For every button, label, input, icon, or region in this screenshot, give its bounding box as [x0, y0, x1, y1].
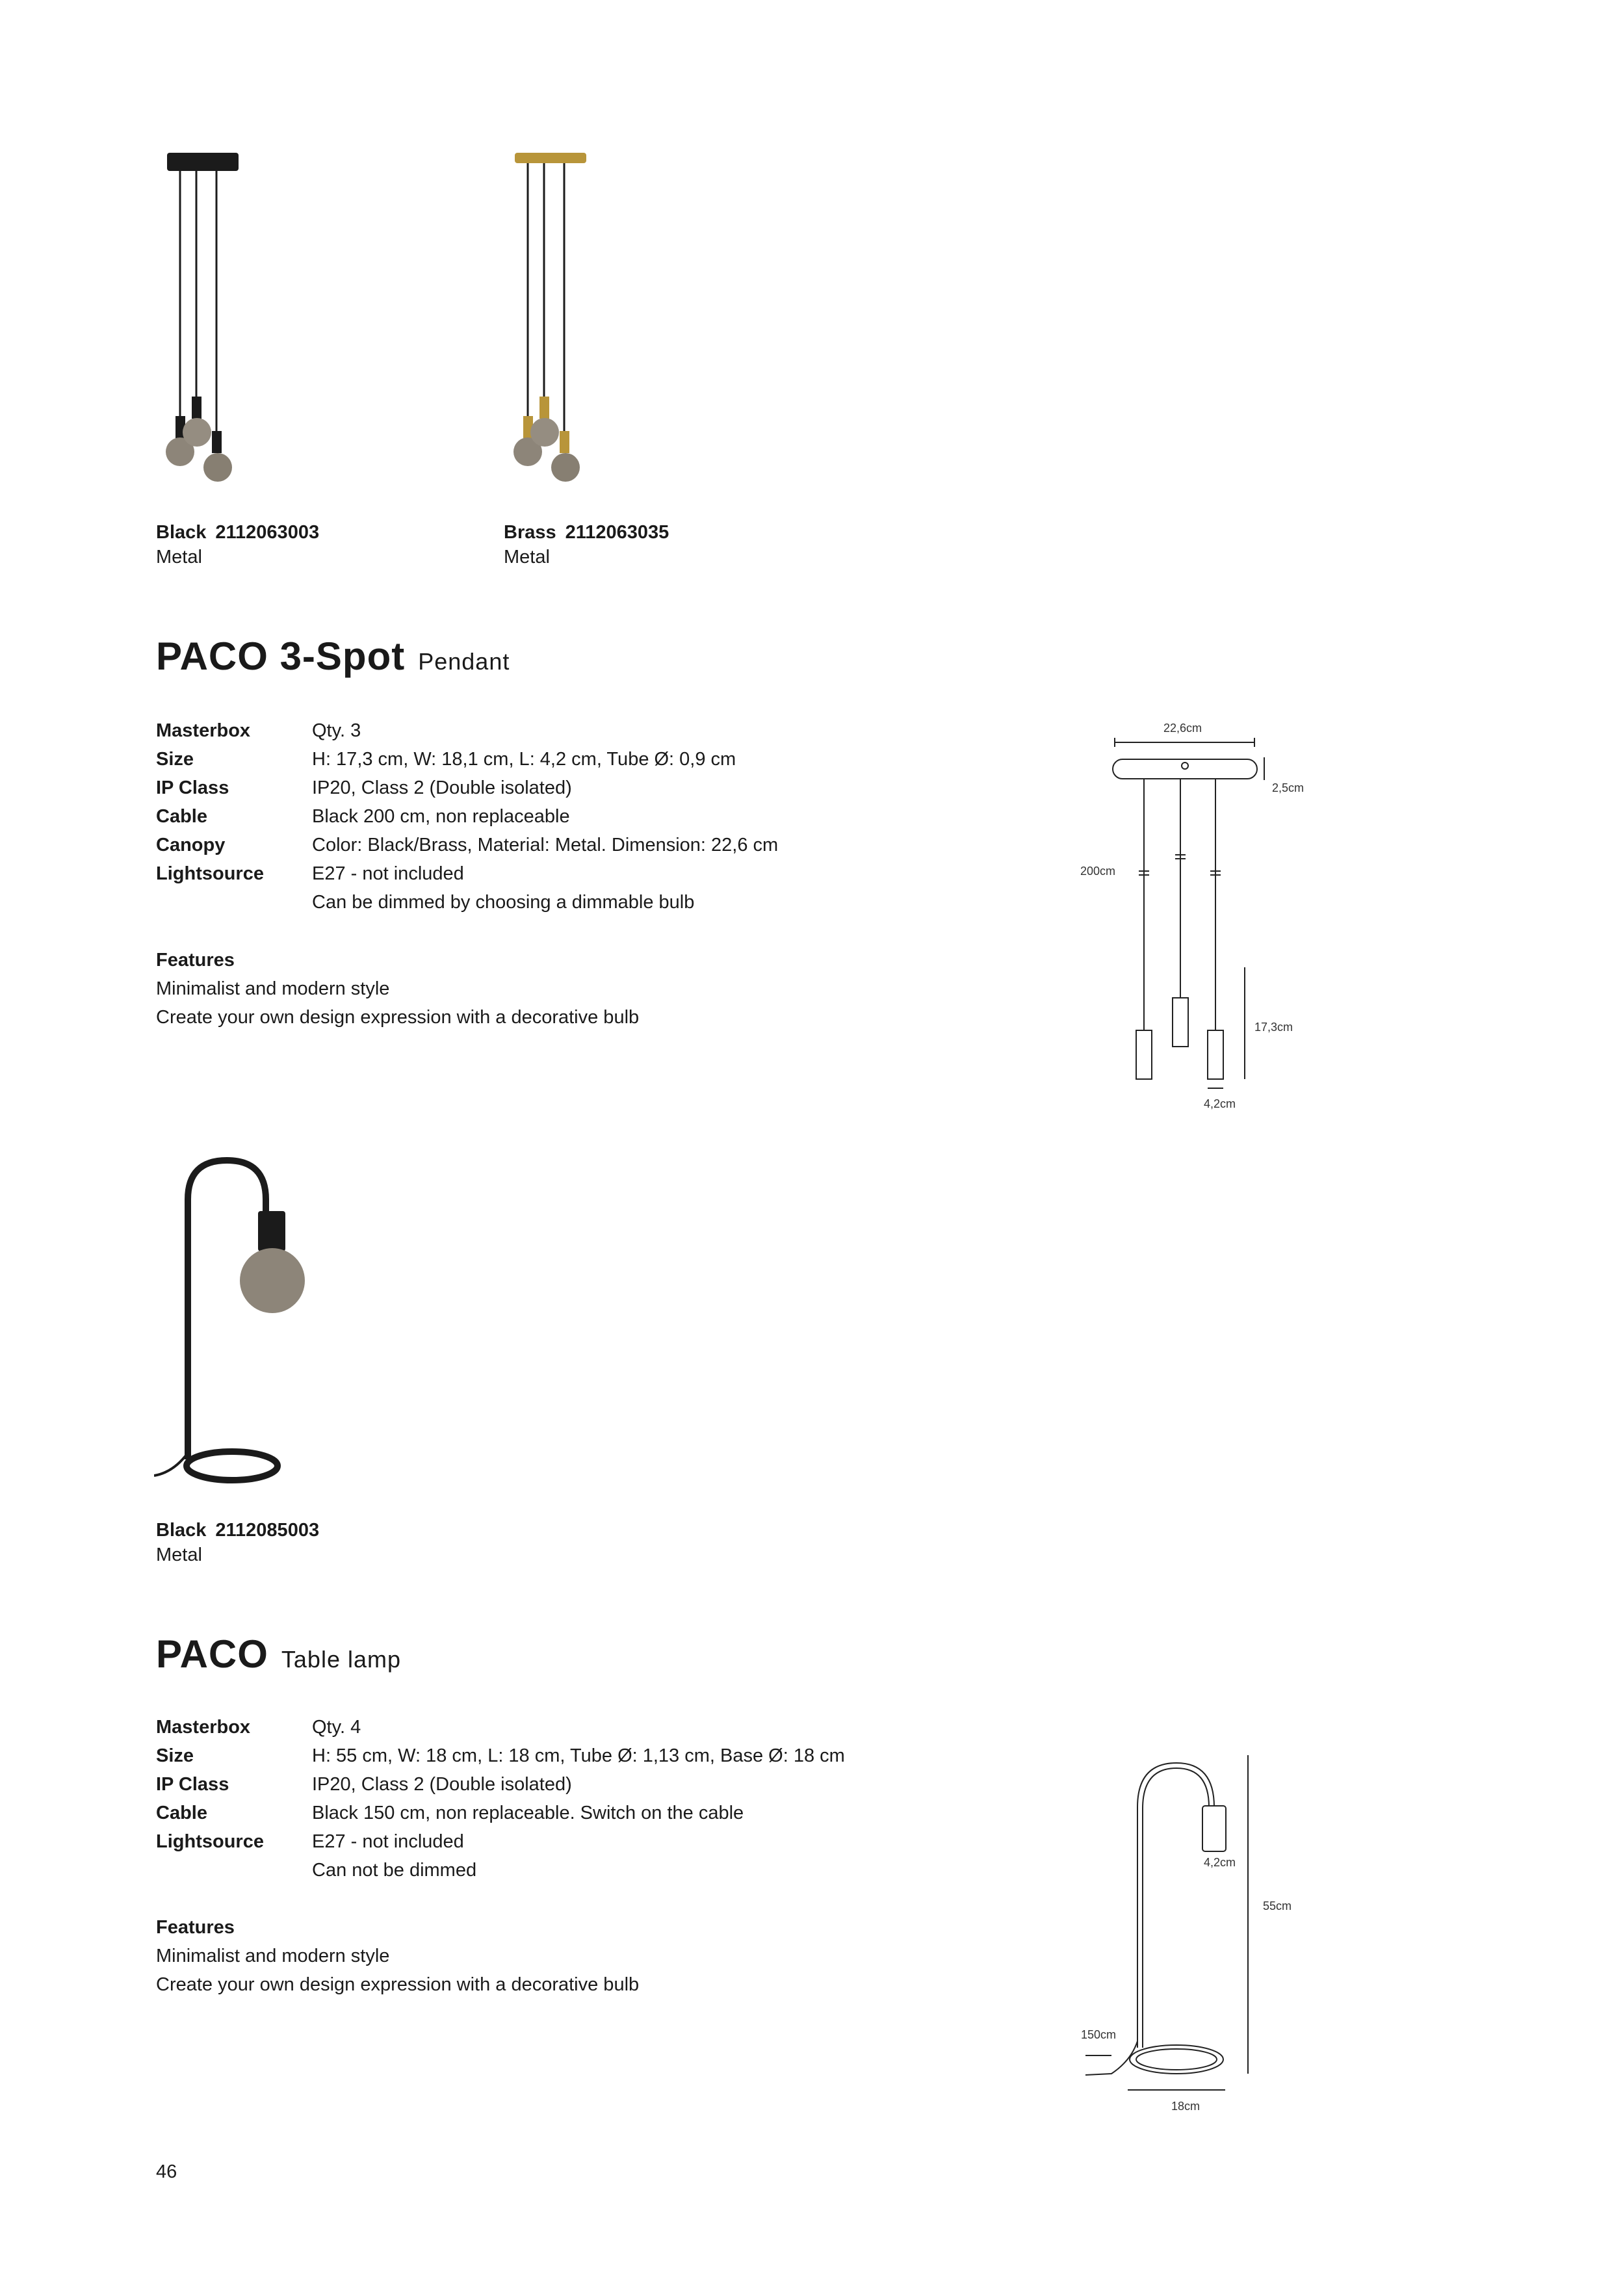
spec-row [156, 1856, 845, 1885]
table-lamp-dimension-drawing [1072, 1736, 1287, 2100]
table-features [156, 1913, 639, 1999]
spec-row [156, 831, 778, 859]
dim-cable-length: 150cm [1081, 2028, 1117, 2041]
spec-label: Masterbox [156, 720, 251, 741]
pendant-variant-brass [504, 520, 669, 569]
features-heading: Features [156, 950, 235, 971]
spec-row [156, 745, 778, 774]
spec-label: Lightsource [156, 863, 264, 884]
spec-value: E27 - not included [312, 1831, 464, 1852]
variant-code: 2112063035 [565, 522, 669, 543]
pendant-title [156, 634, 510, 679]
pendant-brass-photo [502, 146, 612, 497]
spec-label [156, 888, 312, 917]
spec-label: Masterbox [156, 1717, 251, 1738]
dim-width: 22,6cm [1163, 722, 1202, 735]
pendant-dimension-drawing [1066, 715, 1300, 1118]
variant-color: Brass [504, 522, 556, 543]
product-name: PACO 3-Spot [156, 634, 406, 678]
spec-value: Qty. 4 [312, 1717, 361, 1738]
pendant-black-photo [154, 146, 265, 497]
spec-label: Cable [156, 806, 207, 827]
feature-item: Minimalist and modern style [156, 1946, 390, 1966]
spec-row [156, 859, 778, 888]
spec-value: Color: Black/Brass, Material: Metal. Dimension: 22,6 cm [312, 835, 779, 855]
spec-label: Size [156, 1745, 194, 1766]
spec-value: Can be dimmed by choosing a dimmable bulb [312, 892, 695, 913]
variant-color: Black [156, 1520, 207, 1541]
variant-material: Metal [156, 1545, 202, 1565]
dim-lamp-height: 55cm [1263, 1899, 1292, 1912]
pendant-features [156, 946, 639, 1032]
dim-shade-diameter: 4,2cm [1204, 1097, 1236, 1110]
spec-value: Black 200 cm, non replaceable [312, 806, 570, 827]
spec-row [156, 1827, 845, 1856]
variant-code: 2112063003 [215, 522, 320, 543]
spec-row [156, 888, 778, 917]
spec-label [156, 1856, 312, 1885]
feature-item: Create your own design expression with a decorative bulb [156, 1974, 640, 1995]
table-title [156, 1632, 401, 1676]
dim-base-diameter: 18cm [1171, 2100, 1201, 2113]
spec-value: E27 - not included [312, 863, 464, 884]
product-type: Pendant [418, 648, 510, 675]
variant-code: 2112085003 [215, 1520, 320, 1541]
product-type: Table lamp [281, 1646, 401, 1673]
spec-value: Qty. 3 [312, 720, 361, 741]
spec-label: IP Class [156, 777, 229, 798]
feature-item: Minimalist and modern style [156, 978, 390, 999]
spec-label: Cable [156, 1803, 207, 1823]
pendant-spec-table [156, 716, 778, 917]
variant-material: Metal [504, 547, 550, 567]
spec-row [156, 716, 778, 745]
spec-row [156, 802, 778, 831]
table-spec-table [156, 1713, 845, 1885]
spec-label: Canopy [156, 835, 226, 855]
spec-value: H: 17,3 cm, W: 18,1 cm, L: 4,2 cm, Tube Ø: 0,9 cm [312, 749, 736, 770]
variant-material: Metal [156, 547, 202, 567]
feature-item: Create your own design expression with a decorative bulb [156, 1007, 640, 1028]
spec-row [156, 774, 778, 802]
spec-value: Black 150 cm, non replaceable. Switch on the cable [312, 1803, 744, 1823]
spec-label: IP Class [156, 1774, 229, 1795]
spec-label: Size [156, 749, 194, 770]
spec-value: IP20, Class 2 (Double isolated) [312, 777, 572, 798]
spec-value: IP20, Class 2 (Double isolated) [312, 1774, 572, 1795]
features-heading: Features [156, 1917, 235, 1938]
table-lamp-photo [154, 1147, 362, 1498]
dim-shade-height: 17,3cm [1254, 1021, 1293, 1034]
dim-canopy-height: 2,5cm [1272, 781, 1305, 794]
spec-value: H: 55 cm, W: 18 cm, L: 18 cm, Tube Ø: 1,13 cm, Base Ø: 18 cm [312, 1745, 845, 1766]
dim-socket-diameter: 4,2cm [1204, 1856, 1236, 1869]
page-number: 46 [156, 2161, 177, 2182]
spec-row [156, 1713, 845, 1742]
pendant-variant-black [156, 520, 319, 569]
spec-row [156, 1799, 845, 1827]
spec-label: Lightsource [156, 1831, 264, 1852]
spec-row [156, 1770, 845, 1799]
dim-cable-length: 200cm [1080, 865, 1116, 878]
product-name: PACO [156, 1632, 268, 1676]
variant-color: Black [156, 522, 207, 543]
spec-row [156, 1742, 845, 1770]
spec-value: Can not be dimmed [312, 1860, 477, 1881]
table-variant-black [156, 1518, 319, 1567]
